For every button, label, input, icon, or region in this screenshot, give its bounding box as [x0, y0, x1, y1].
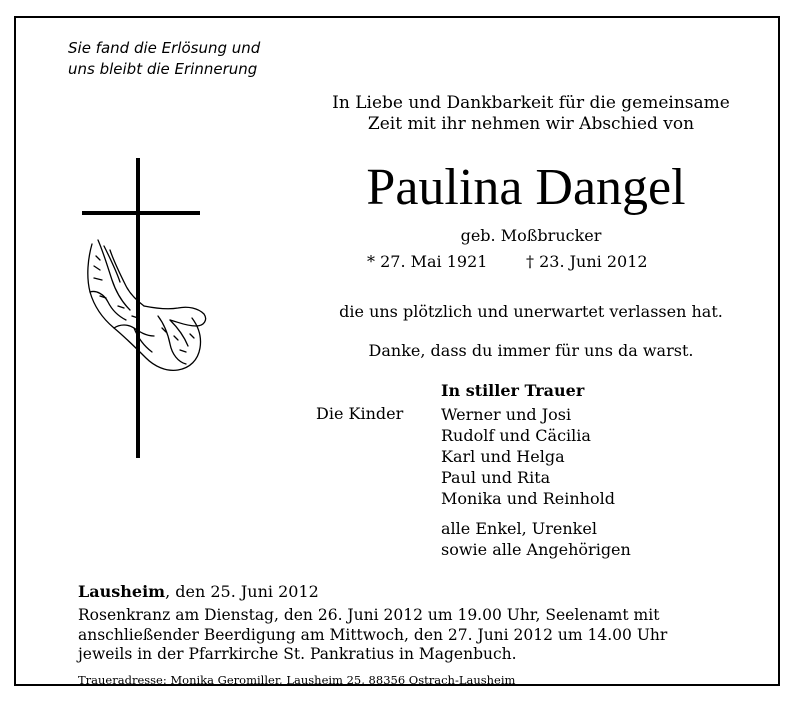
deceased-name: Paulina Dangel: [366, 159, 686, 216]
passing-text: die uns plötzlich und unerwartet verlassen hat.: [339, 302, 723, 321]
place-date: [78, 582, 319, 602]
list-item: alle Enkel, Urenkel: [441, 519, 597, 538]
list-item: Rudolf und Cäcilia: [441, 426, 591, 445]
list-item: Paul und Rita: [441, 468, 551, 487]
cross-icon-bar: [82, 211, 200, 215]
death-date: † 23. Juni 2012: [526, 252, 648, 271]
birth-name: geb. Moßbrucker: [460, 226, 602, 245]
motto: [68, 38, 328, 80]
children-list: [441, 404, 615, 509]
motto-line: Sie fand die Erlösung und: [68, 39, 261, 57]
date-line: , den 25. Juni 2012: [165, 582, 319, 601]
service-details: [78, 606, 778, 665]
details-line: anschließender Beerdigung am Mittwoch, den 27. Juni 2012 um 14.00 Uhr: [78, 625, 668, 644]
other-mourners: [441, 518, 631, 560]
thanks-text: Danke, dass du immer für uns da warst.: [368, 341, 694, 360]
list-item: Karl und Helga: [441, 447, 565, 466]
children-label: Die Kinder: [316, 404, 404, 423]
details-line: Rosenkranz am Dienstag, den 26. Juni 2012 um 19.00 Uhr, Seelenamt mit: [78, 606, 660, 624]
place: Lausheim: [78, 582, 166, 601]
birth-date: * 27. Mai 1921: [367, 252, 488, 271]
details-line: jeweils in der Pfarrkirche St. Pankratius in Magenbuch.: [78, 645, 517, 663]
intro-line: In Liebe und Dankbarkeit für die gemeinsame: [332, 93, 730, 113]
list-item: Werner und Josi: [441, 405, 572, 424]
mourning-address: Traueradresse: Monika Geromiller, Lausheim 25, 88356 Ostrach-Lausheim: [78, 673, 516, 687]
list-item: sowie alle Angehörigen: [441, 540, 631, 559]
intro-line: Zeit mit ihr nehmen wir Abschied von: [367, 114, 695, 134]
mourning-heading: In stiller Trauer: [441, 381, 585, 400]
motto-line: uns bleibt die Erinnerung: [68, 60, 258, 78]
intro-text: [316, 93, 746, 135]
obituary-frame: [14, 16, 780, 686]
praying-hands-icon: [74, 236, 214, 376]
list-item: Monika und Reinhold: [441, 489, 615, 508]
